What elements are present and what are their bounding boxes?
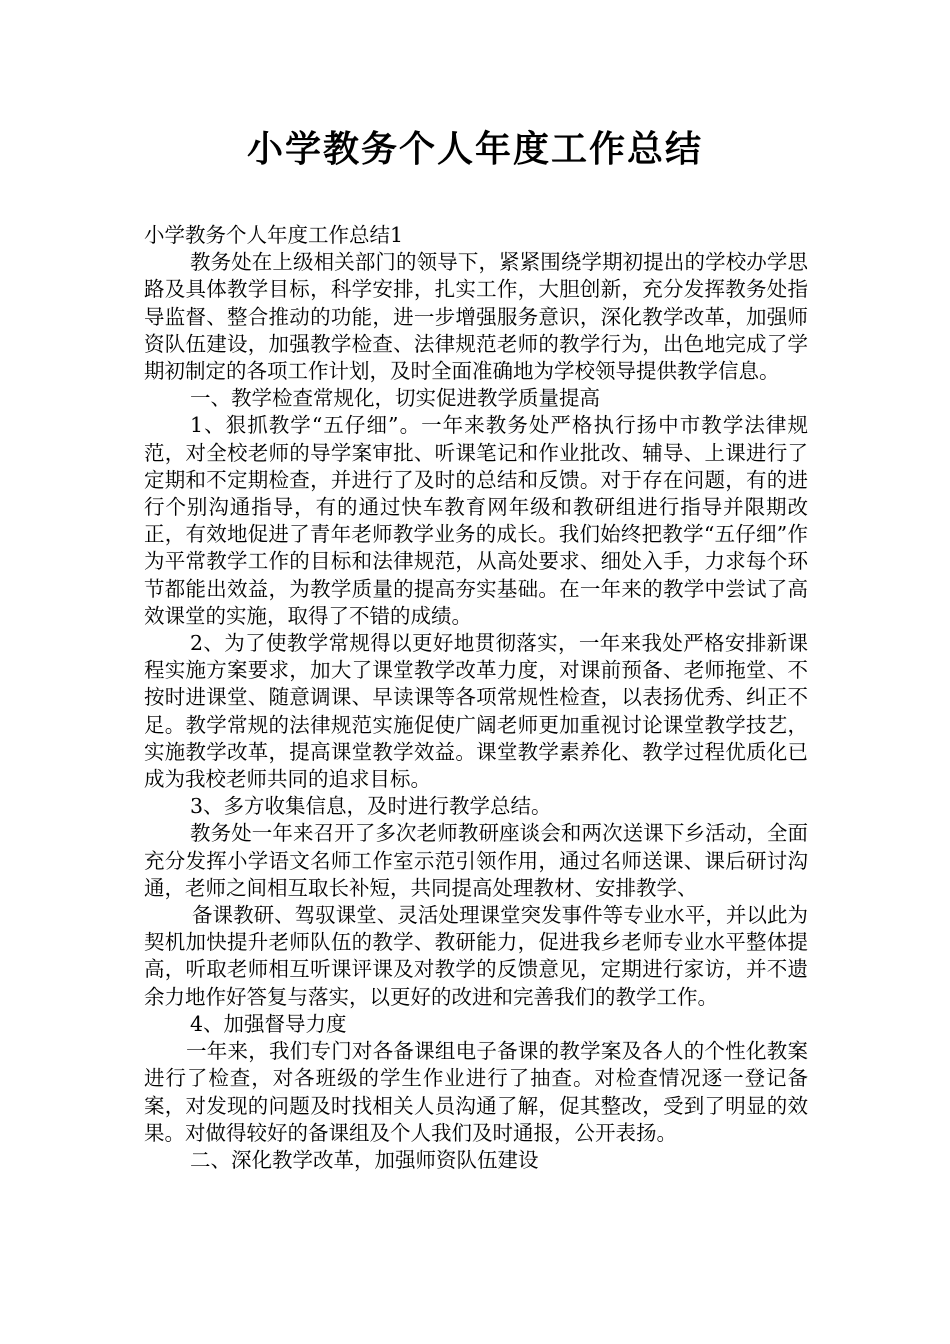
paragraph: 2、为了使教学常规得以更好地贯彻落实，一年来我处严格安排新课程实施方案要求，加大了课堂教学改革力度，对课前预备、老师拖堂、不按时进课堂、随意调课、早读课等各项常规性检查，以表扬优秀、纠正不足。教学常规的法律规范实施促使广阔老师更加重视讨论课堂教学技艺，实施教学改革，提高课堂教学效益。课堂教学素养化、教学过程优质化已成为我校老师共同的追求目标。	[144, 631, 808, 792]
section-heading: 一、教学检查常规化，切实促进教学质量提高	[190, 386, 600, 411]
paragraph: 一年来，我们专门对各备课组电子备课的教学案及各人的个性化教案进行了检查，对各班级的学生作业进行了抽查。对检查情况逐一登记备案，对发现的问题及时找相关人员沟通了解，促其整改，受到了明显的效果。对做得较好的备课组及个人我们及时通报，公开表扬。	[144, 1039, 808, 1145]
section-heading: 二、深化教学改革，加强师资队伍建设	[190, 1147, 539, 1172]
document-body	[144, 222, 808, 1174]
paragraph: 3、多方收集信息，及时进行教学总结。	[190, 794, 552, 819]
section-subtitle: 小学教务个人年度工作总结1	[144, 223, 404, 247]
paragraph: 教务处一年来召开了多次老师教研座谈会和两次送课下乡活动，全面充分发挥小学语文名师工作室示范引领作用，通过名师送课、课后研讨沟通，老师之间相互取长补短，共同提高处理教材、安排教学、	[144, 821, 808, 900]
paragraph: 教务处在上级相关部门的领导下，紧紧围绕学期初提出的学校办学思路及具体教学目标，科学安排，扎实工作，大胆创新，充分发挥教务处指导监督、整合推动的功能，进一步增强服务意识，深化教学改革，加强师资队伍建设，加强教学检查、法律规范老师的教学行为，出色地完成了学期初制定的各项工作计划，及时全面准确地为学校领导提供教学信息。	[144, 250, 808, 384]
paragraph: 备课教研、驾驭课堂、灵活处理课堂突发事件等专业水平，并以此为契机加快提升老师队伍的教学、教研能力，促进我乡老师专业水平整体提高，听取老师相互听课评课及对教学的反馈意见，定期进行家访，并不遗余力地作好答复与落实，以更好的改进和完善我们的教学工作。	[144, 903, 808, 1009]
document-title: 小学教务个人年度工作总结	[246, 129, 703, 170]
paragraph: 1、狠抓教学“五仔细”。一年来教务处严格执行扬中市教学法律规范，对全校老师的导学案审批、听课笔记和作业批改、辅导、上课进行了定期和不定期检查，并进行了及时的总结和反馈。对于存在问题，有的进行个别沟通指导，有的通过快车教育网年级和教研组进行指导并限期改正，有效地促进了青年老师教学业务的成长。我们始终把教学“五仔细”作为平常教学工作的目标和法律规范，从高处要求、细处入手，力求每个环节都能出效益，为教学质量的提高夯实基础。在一年来的教学中尝试了高效课堂的实施，取得了不错的成绩。	[144, 413, 808, 628]
paragraph: 4、加强督导力度	[190, 1011, 347, 1036]
